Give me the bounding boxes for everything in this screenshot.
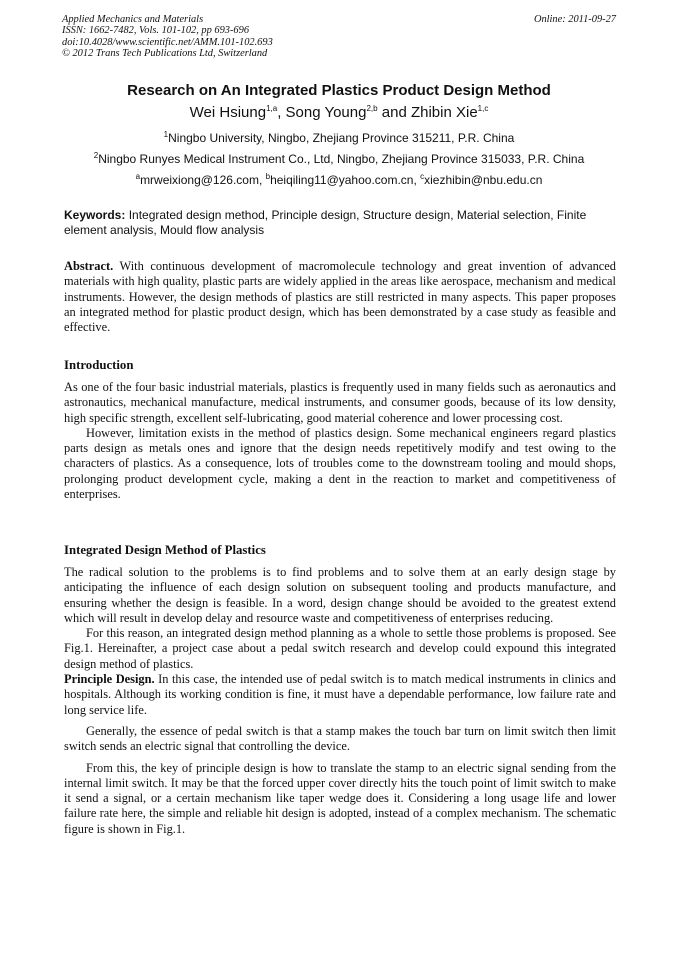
abstract <box>64 259 616 335</box>
paragraph: Generally, the essence of pedal switch is that a stamp makes the touch bar turn on limit switch then limit switch sends an electric signal that controlling the device. <box>64 723 616 754</box>
online-date: Online: 2011-09-27 <box>533 14 616 25</box>
author-name: Song Young <box>285 104 367 121</box>
email-sup: b <box>265 172 271 181</box>
integrated-design-body <box>64 565 616 837</box>
abstract-text: With continuous development of macromolecule technology and great invention of advanced materials with high quality, plastic parts are widely applied in the areas like aerospace, mechanism and medical instruments. However, the design methods of plastics are still restricted in many aspects. This paper proposes an integrated method for plastic product design, which has been demonstrated by a case study as feasible and effective. <box>64 259 616 335</box>
author-sup: 1,c <box>477 104 489 113</box>
journal-name: Applied Mechanics and Materials <box>62 14 204 25</box>
journal-header <box>62 14 616 59</box>
paragraph: The radical solution to the problems is to find problems and to solve them at an early design stage by anticipating the influence of each design solution on subsequent tooling and products manufacture, and ensuring whether the design is feasible. In a word, design change should be avoided to the greatest extend which will result in develop delay and resource waste and competitiveness of enterprises reducing. <box>64 565 616 625</box>
affiliation-sup: 1 <box>163 130 169 139</box>
paragraph: However, limitation exists in the method of plastics design. Some mechanical engineers regard plastics parts design as metals ones and ignore that the design needs repetitively modify and test owing to the characters of plastics. As a consequence, lots of troubles come to the downstream tooling and mould shops, prolonging product development cycle, making a dent in the reaction to market and competitiveness of enterprises. <box>64 425 616 502</box>
affiliation-2 <box>0 152 678 166</box>
paragraph: As one of the four basic industrial materials, plastics is frequently used in many fields such as aeronautics and astronautics, mechanical manufacture, medical instruments, and consumer goods, because of its low density, high specific strength, excellent self-lubricating, good material coherence and lower processing cost. <box>64 380 616 425</box>
affiliation-sup: 2 <box>93 151 99 160</box>
affiliation-1 <box>0 131 678 145</box>
paragraph: From this, the key of principle design is how to translate the stamp to an electric signal sending from the internal limit switch. It may be that the forced upper cover directly hits the touch point of limit switch to make it send a signal, or a certain mechanism like taper wedge does it. Considering a long usage life and lower failure rate here, the simple and reliable hit design is adopted, instead of a complex mechanism. The schematic figure is shown in Fig.1. <box>64 760 616 836</box>
email-sup: c <box>420 172 425 181</box>
email-address: xiezhibin@nbu.edu.cn <box>424 173 543 187</box>
author-list <box>0 104 678 121</box>
keywords-text: Integrated design method, Principle design, Structure design, Material selection, Finite element analysis, Mould flow analysis <box>64 208 587 237</box>
copyright-line: © 2012 Trans Tech Publications Ltd, Switzerland <box>62 47 268 59</box>
author-name: Zhibin Xie <box>410 104 478 121</box>
author-name: Wei Hsiung <box>189 104 267 121</box>
author-separator: , <box>277 104 286 121</box>
affiliation-text: Ningbo Runyes Medical Instrument Co., Ltd, Ningbo, Zhejiang Province 315033, P.R. China <box>98 152 585 166</box>
author-sup: 2,b <box>366 104 378 113</box>
section-heading-integrated-design: Integrated Design Method of Plastics <box>64 543 266 557</box>
keywords-label: Keywords: <box>64 208 126 222</box>
affiliation-text: Ningbo University, Ningbo, Zhejiang Province 315211, P.R. China <box>168 131 515 145</box>
abstract-label: Abstract. <box>64 259 114 273</box>
email-address: heiqiling11@yahoo.com.cn, <box>270 173 421 187</box>
principle-design-label: Principle Design. <box>64 672 155 687</box>
paragraph: For this reason, an integrated design method planning as a whole to settle those problems is proposed. See Fig.1. Hereinafter, a project case about a pedal switch research and develop could expound this integrated design method of plastics. <box>64 626 616 671</box>
paper-title: Research on An Integrated Plastics Product Design Method <box>127 82 551 99</box>
introduction-body <box>64 380 616 502</box>
email-list <box>0 173 678 187</box>
doi-line: doi:10.4028/www.scientific.net/AMM.101-102.693 <box>62 36 273 48</box>
author-separator: and <box>377 104 411 121</box>
keywords <box>64 208 616 238</box>
principle-design-paragraph <box>64 672 616 718</box>
principle-design-text: In this case, the intended use of pedal switch is to match medical instruments in clinics and hospitals. Although its working condition is fine, it must have a dependable performance, low failure rate and long service life. <box>64 672 616 717</box>
email-address: mrweixiong@126.com, <box>140 173 266 187</box>
issn-line: ISSN: 1662-7482, Vols. 101-102, pp 693-696 <box>62 25 250 37</box>
section-heading-introduction: Introduction <box>64 358 134 372</box>
email-sup: a <box>135 172 141 181</box>
author-sup: 1,a <box>266 104 278 113</box>
